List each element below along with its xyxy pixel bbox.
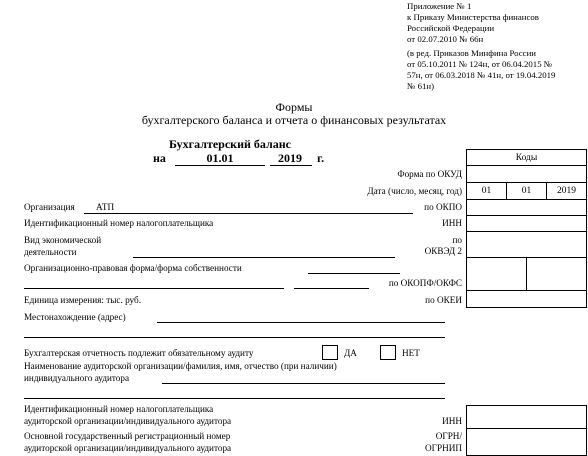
audit-required-label: Бухгалтерская отчетность подлежит обязательному аудиту	[24, 348, 254, 358]
okei-code-cell[interactable]	[466, 290, 587, 308]
balance-date: 01.01	[206, 151, 234, 165]
appendix-line: Российской Федерации	[407, 23, 495, 33]
balance-year: 2019	[278, 151, 302, 165]
auditor-inn-label: аудиторской организации/индивидуального аудитора	[24, 416, 232, 426]
date-day-cell[interactable]: 01	[466, 182, 507, 200]
okud-label: Форма по ОКУД	[397, 169, 462, 179]
appendix-line: к Приказу Министерства финансов	[407, 12, 539, 22]
okopf-code-cell[interactable]	[466, 257, 527, 291]
appendix-line: от 02.07.2010 № 66н	[407, 34, 484, 44]
activity-label: деятельности	[24, 247, 77, 257]
appendix-line: 57н, от 06.03.2018 № 41н, от 19.04.2019	[407, 70, 556, 80]
org-value[interactable]: АТП	[96, 202, 115, 212]
okved-label: по	[452, 235, 462, 245]
date-label: Дата (число, месяц, год)	[367, 186, 462, 196]
forms-title: Формы	[275, 100, 313, 114]
auditor-inn-label: Идентификационный номер налогоплательщика	[24, 404, 214, 414]
audit-yes-label: ДА	[344, 348, 357, 358]
auditor-inn-code-label: ИНН	[442, 416, 462, 426]
auditor-name-label: индивидуального аудитора	[24, 373, 130, 383]
okud-code-cell[interactable]	[466, 165, 587, 183]
okei-label: по ОКЕИ	[425, 295, 462, 305]
appendix-line: (в ред. Приказов Минфина России	[407, 48, 536, 58]
audit-no-checkbox[interactable]	[380, 345, 396, 360]
ogrnip-code-label: ОГРНИП	[425, 443, 462, 453]
okved-code-cell[interactable]	[466, 231, 587, 258]
audit-no-label: НЕТ	[402, 348, 420, 358]
activity-label: Вид экономической	[24, 235, 102, 245]
unit-label: Единица измерения: тыс. руб.	[24, 295, 141, 305]
ogrn-label: Основной государственный регистрационный номер	[24, 431, 231, 441]
ogrn-label: аудиторской организации/индивидуального аудитора	[24, 443, 232, 453]
okpo-code-cell[interactable]	[466, 199, 587, 216]
auditor-name-label: Наименование аудиторской организации/фамилия, имя, отчество (при наличии)	[24, 361, 337, 371]
inn-row-label: Идентификационный номер налогоплательщика	[24, 218, 214, 228]
okopf-label: по ОКОПФ/ОКФС	[388, 278, 462, 288]
okpo-label: по ОКПО	[424, 202, 462, 212]
balance-title: Бухгалтерский баланс	[169, 137, 291, 151]
balance-on-label: на	[153, 151, 166, 165]
inn-code-label: ИНН	[442, 218, 462, 228]
appendix-line: от 05.10.2011 № 124н, от 06.04.2015 №	[407, 59, 553, 69]
date-month-cell[interactable]: 01	[506, 182, 547, 200]
legal-form-label: Организационно-правовая форма/форма собственности	[24, 263, 242, 273]
appendix-line: Приложение № 1	[407, 1, 472, 11]
org-label: Организация	[24, 202, 75, 212]
auditor-inn-cell[interactable]	[466, 405, 587, 429]
location-label: Местонахождение (адрес)	[24, 312, 126, 322]
ogrn-cell[interactable]	[466, 428, 587, 456]
forms-subtitle: бухгалтерского баланса и отчета о финансовых результатах	[141, 113, 447, 127]
audit-yes-checkbox[interactable]	[322, 345, 338, 360]
inn-code-cell[interactable]	[466, 215, 587, 232]
okfs-code-cell[interactable]	[526, 257, 587, 291]
date-year-cell[interactable]: 2019	[546, 182, 587, 200]
appendix-line: № 61н)	[407, 81, 435, 91]
balance-year-suffix: г.	[317, 151, 325, 165]
ogrn-code-label: ОГРН/	[435, 431, 462, 441]
okved-label: ОКВЭД 2	[424, 246, 462, 256]
codes-header: Коды	[466, 149, 587, 166]
